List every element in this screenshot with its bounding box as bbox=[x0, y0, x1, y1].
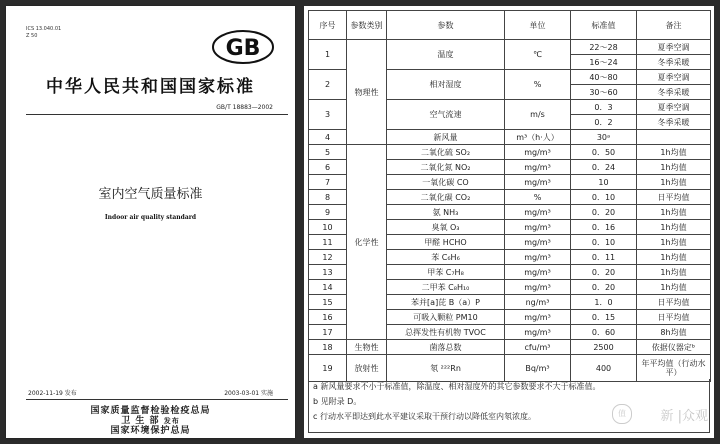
cell-standard-value: 0．24 bbox=[571, 160, 637, 175]
table-header-row bbox=[309, 11, 711, 40]
cell-unit: mg/m³ bbox=[505, 235, 571, 250]
cell-no: 13 bbox=[309, 265, 347, 280]
document-title-cn: 室内空气质量标准 bbox=[98, 187, 203, 202]
cell-unit: mg/m³ bbox=[505, 250, 571, 265]
cell-unit: mg/m³ bbox=[505, 205, 571, 220]
cell-unit: mg/m³ bbox=[505, 310, 571, 325]
cell-remark: 1h均值 bbox=[637, 235, 711, 250]
cell-parameter: 苯 C₆H₆ bbox=[387, 250, 505, 265]
cell-remark: 1h均值 bbox=[637, 250, 711, 265]
cell-unit: mg/m³ bbox=[505, 220, 571, 235]
iaq-parameter-table-page bbox=[304, 6, 714, 438]
cell-standard-value: 40～80 bbox=[571, 70, 637, 85]
cell-standard-value: 0．16 bbox=[571, 220, 637, 235]
cell-remark: 日平均值 bbox=[637, 310, 711, 325]
cell-parameter: 二甲苯 C₈H₁₀ bbox=[387, 280, 505, 295]
table-row bbox=[309, 145, 711, 160]
cell-unit: mg/m³ bbox=[505, 325, 571, 340]
cell-category: 生物性 bbox=[347, 340, 387, 355]
header-unit: 单位 bbox=[505, 11, 571, 40]
cell-standard-value: 0．60 bbox=[571, 325, 637, 340]
cell-no: 11 bbox=[309, 235, 347, 250]
cell-parameter: 温度 bbox=[387, 40, 505, 70]
cell-standard-value: 0．10 bbox=[571, 235, 637, 250]
z-code: Z 50 bbox=[26, 33, 38, 39]
cell-remark: 冬季采暖 bbox=[637, 55, 711, 70]
cell-unit: mg/m³ bbox=[505, 265, 571, 280]
cell-category: 放射性 bbox=[347, 355, 387, 382]
table-footnotes bbox=[308, 379, 710, 433]
svg-text:GB: GB bbox=[225, 36, 261, 61]
cell-remark: 夏季空调 bbox=[637, 40, 711, 55]
cell-no: 14 bbox=[309, 280, 347, 295]
cell-parameter: 菌落总数 bbox=[387, 340, 505, 355]
cell-unit: m/s bbox=[505, 100, 571, 130]
cell-remark: 夏季空调 bbox=[637, 100, 711, 115]
cell-remark: 8h均值 bbox=[637, 325, 711, 340]
cell-standard-value: 0．2 bbox=[571, 115, 637, 130]
cell-parameter: 甲醛 HCHO bbox=[387, 235, 505, 250]
cell-no: 16 bbox=[309, 310, 347, 325]
national-standard-heading: 中华人民共和国国家标准 bbox=[46, 77, 255, 97]
cell-remark: 1h均值 bbox=[637, 160, 711, 175]
cell-no: 4 bbox=[309, 130, 347, 145]
issuer-line: 国家质量监督检验检疫总局 bbox=[90, 406, 211, 416]
cell-no: 3 bbox=[309, 100, 347, 130]
cell-parameter: 空气流速 bbox=[387, 100, 505, 130]
cell-no: 10 bbox=[309, 220, 347, 235]
cell-no: 1 bbox=[309, 40, 347, 70]
cell-unit: ng/m³ bbox=[505, 295, 571, 310]
cell-standard-value: 16～24 bbox=[571, 55, 637, 70]
cell-parameter: 一氧化碳 CO bbox=[387, 175, 505, 190]
standard-cover-page bbox=[6, 6, 295, 438]
cell-standard-value: 30ᵃ bbox=[571, 130, 637, 145]
cell-remark: 夏季空调 bbox=[637, 70, 711, 85]
header-standard-value: 标准值 bbox=[571, 11, 637, 40]
cell-standard-value: 400 bbox=[571, 355, 637, 382]
cell-no: 6 bbox=[309, 160, 347, 175]
header-category: 参数类别 bbox=[347, 11, 387, 40]
issue-date: 2002-11-19 发布 bbox=[28, 390, 77, 397]
header-remark: 备注 bbox=[637, 11, 711, 40]
cell-no: 17 bbox=[309, 325, 347, 340]
cell-no: 18 bbox=[309, 340, 347, 355]
footnote: a 新风量要求不小于标准值，除温度、相对湿度外的其它参数要求不大于标准值。 bbox=[313, 382, 601, 391]
cell-remark bbox=[637, 130, 711, 145]
iaq-table bbox=[308, 10, 711, 382]
ics-code: ICS 13.040.01 bbox=[26, 26, 62, 32]
cell-remark: 1h均值 bbox=[637, 205, 711, 220]
cell-no: 15 bbox=[309, 295, 347, 310]
effective-date: 2003-03-01 实施 bbox=[224, 390, 273, 397]
cell-parameter: 总挥发性有机物 TVOC bbox=[387, 325, 505, 340]
issuer-line: 国家环境保护总局 bbox=[110, 426, 191, 436]
issuer-line: 卫 生 部 发布 bbox=[121, 416, 180, 426]
cell-standard-value: 0．10 bbox=[571, 190, 637, 205]
cell-parameter: 二氧化氮 NO₂ bbox=[387, 160, 505, 175]
cell-parameter: 甲苯 C₇H₈ bbox=[387, 265, 505, 280]
table-row bbox=[309, 40, 711, 55]
cell-category: 物理性 bbox=[347, 40, 387, 145]
cell-standard-value: 22～28 bbox=[571, 40, 637, 55]
cell-parameter: 臭氧 O₃ bbox=[387, 220, 505, 235]
cell-no: 2 bbox=[309, 70, 347, 100]
cell-remark: 1h均值 bbox=[637, 265, 711, 280]
cell-unit: mg/m³ bbox=[505, 160, 571, 175]
cell-remark: 日平均值 bbox=[637, 190, 711, 205]
cell-remark: 1h均值 bbox=[637, 145, 711, 160]
cell-unit: ℃ bbox=[505, 40, 571, 70]
cell-standard-value: 1．0 bbox=[571, 295, 637, 310]
cell-parameter: 苯并[a]芘 B（a）P bbox=[387, 295, 505, 310]
cell-no: 9 bbox=[309, 205, 347, 220]
cell-unit: cfu/m³ bbox=[505, 340, 571, 355]
cell-standard-value: 0．15 bbox=[571, 310, 637, 325]
cell-unit: % bbox=[505, 70, 571, 100]
issuer-block bbox=[6, 406, 295, 436]
footnote: c 行动水平即达到此水平建议采取干预行动以降低室内氡浓度。 bbox=[313, 412, 536, 421]
cell-standard-value: 10 bbox=[571, 175, 637, 190]
cell-standard-value: 0．50 bbox=[571, 145, 637, 160]
cell-unit: mg/m³ bbox=[505, 175, 571, 190]
cell-category: 化学性 bbox=[347, 145, 387, 340]
cell-standard-value: 0．20 bbox=[571, 205, 637, 220]
cell-no: 19 bbox=[309, 355, 347, 382]
table-row bbox=[309, 355, 711, 382]
header-parameter: 参数 bbox=[387, 11, 505, 40]
cell-parameter: 相对湿度 bbox=[387, 70, 505, 100]
cell-remark: 冬季采暖 bbox=[637, 115, 711, 130]
cell-standard-value: 2500 bbox=[571, 340, 637, 355]
cell-unit: mg/m³ bbox=[505, 280, 571, 295]
cell-no: 8 bbox=[309, 190, 347, 205]
cell-standard-value: 0．20 bbox=[571, 265, 637, 280]
cell-standard-value: 0．20 bbox=[571, 280, 637, 295]
cell-remark: 依据仪器定ᵇ bbox=[637, 340, 711, 355]
watermark-text: 新 |众观 bbox=[660, 409, 708, 424]
cell-remark: 1h均值 bbox=[637, 175, 711, 190]
divider bbox=[26, 399, 288, 400]
cell-remark: 1h均值 bbox=[637, 280, 711, 295]
cell-parameter: 氡 ²²²Rn bbox=[387, 355, 505, 382]
document-title-en: Indoor air quality standard bbox=[104, 214, 197, 221]
cell-parameter: 二氧化碳 CO₂ bbox=[387, 190, 505, 205]
cell-parameter: 可吸入颗粒 PM10 bbox=[387, 310, 505, 325]
watermark-logo-icon: 值 bbox=[612, 404, 632, 424]
cell-no: 12 bbox=[309, 250, 347, 265]
cell-remark: 年平均值（行动水平） bbox=[637, 355, 711, 382]
cell-parameter: 氨 NH₃ bbox=[387, 205, 505, 220]
cell-remark: 日平均值 bbox=[637, 295, 711, 310]
cell-no: 7 bbox=[309, 175, 347, 190]
cell-unit: Bq/m³ bbox=[505, 355, 571, 382]
cell-unit: % bbox=[505, 190, 571, 205]
cell-standard-value: 0．3 bbox=[571, 100, 637, 115]
footnote: b 见附录 D。 bbox=[313, 397, 362, 406]
cell-parameter: 二氧化硫 SO₂ bbox=[387, 145, 505, 160]
standard-number: GB/T 18883—2002 bbox=[216, 104, 273, 111]
cell-standard-value: 0．11 bbox=[571, 250, 637, 265]
cell-unit: mg/m³ bbox=[505, 145, 571, 160]
gb-logo-icon bbox=[212, 30, 274, 64]
cell-no: 5 bbox=[309, 145, 347, 160]
table-row bbox=[309, 340, 711, 355]
cell-standard-value: 30～60 bbox=[571, 85, 637, 100]
divider bbox=[26, 114, 288, 115]
cell-unit: m³（h·人） bbox=[505, 130, 571, 145]
header-no: 序号 bbox=[309, 11, 347, 40]
cell-parameter: 新风量 bbox=[387, 130, 505, 145]
cell-remark: 冬季采暖 bbox=[637, 85, 711, 100]
cell-remark: 1h均值 bbox=[637, 220, 711, 235]
